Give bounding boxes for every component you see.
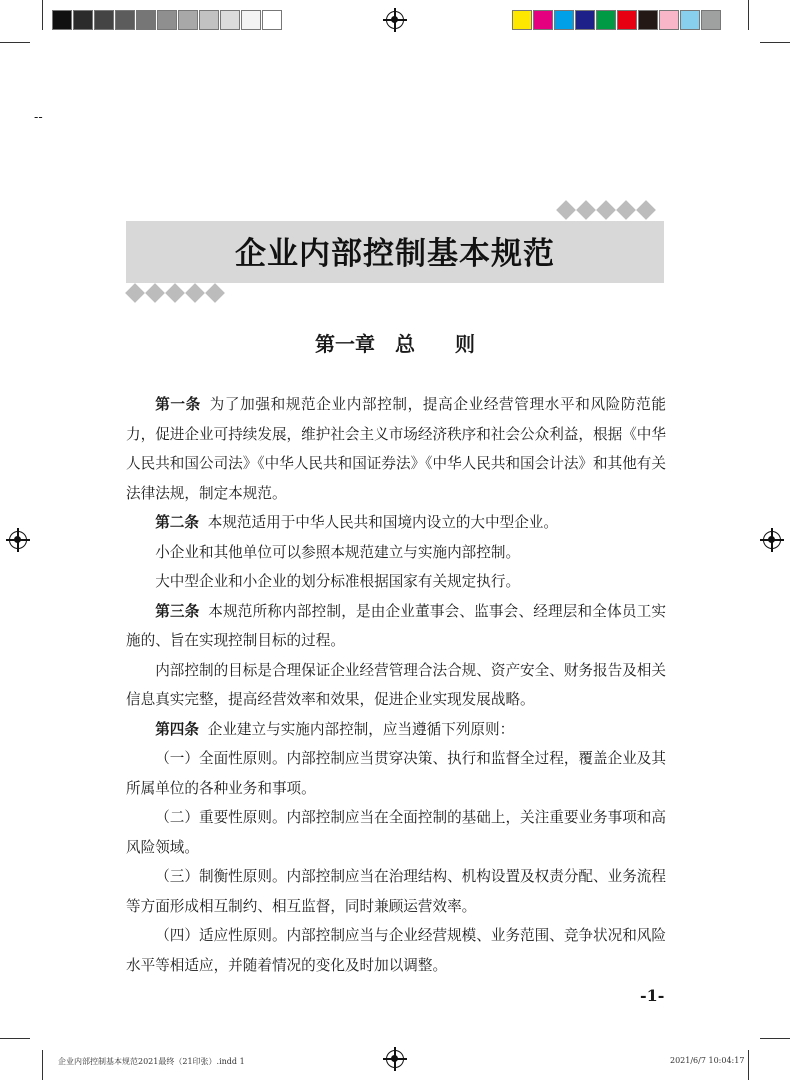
chevron-decoration-bottom-icon xyxy=(128,286,228,300)
article-label: 第二条 xyxy=(155,514,199,531)
gray-swatch xyxy=(220,10,240,30)
article-paragraph xyxy=(126,567,666,597)
print-slug-timestamp: 2021/6/7 10:04:17 xyxy=(670,1056,745,1065)
article-paragraph xyxy=(126,715,666,745)
article-label: 第一条 xyxy=(155,396,201,413)
crop-mark xyxy=(760,1038,790,1039)
gray-swatch xyxy=(178,10,198,30)
registration-mark-right-icon xyxy=(763,531,781,549)
cmyk-color-bar xyxy=(512,10,722,30)
article-list xyxy=(126,390,666,980)
article-label: 第四条 xyxy=(155,720,199,738)
article-paragraph xyxy=(126,390,666,508)
color-swatch xyxy=(680,10,700,30)
article-paragraph xyxy=(126,538,666,568)
article-text: 本规范适用于中华人民共和国境内设立的大中型企业。 xyxy=(207,514,558,531)
color-swatch xyxy=(533,10,553,30)
page-corner-marker: -- xyxy=(34,110,43,124)
article-text: 内部控制的目标是合理保证企业经营管理合法合规、资产安全、财务报告及相关信息真实完整，提高经营效率和效果，促进企业实现发展战略。 xyxy=(126,661,666,708)
color-swatch xyxy=(701,10,721,30)
article-text: （四）适应性原则。内部控制应当与企业经营规模、业务范围、竞争状况和风险水平等相适应，并随着情况的变化及时加以调整。 xyxy=(126,927,666,974)
gray-swatch xyxy=(157,10,177,30)
article-text: 为了加强和规范企业内部控制，提高企业经营管理水平和风险防范能力，促进企业可持续发展，维护社会主义市场经济秩序和社会公众利益，根据《中华人民共和国公司法》《中华人民共和国证券法》《中华人民共和国会计法》和其他有关法律法规，制定本规范。 xyxy=(126,396,666,502)
article-paragraph xyxy=(126,862,666,921)
color-swatch xyxy=(638,10,658,30)
gray-swatch xyxy=(52,10,72,30)
color-swatch xyxy=(512,10,532,30)
registration-mark-bottom-icon xyxy=(386,1050,404,1068)
article-paragraph xyxy=(126,744,666,803)
color-swatch xyxy=(659,10,679,30)
gray-swatch xyxy=(136,10,156,30)
crop-mark xyxy=(42,0,43,30)
page-number: -1- xyxy=(640,986,665,1005)
document-title: 企业内部控制基本规范 xyxy=(235,236,555,272)
chevron-decoration-top-icon xyxy=(559,203,659,217)
color-swatch xyxy=(575,10,595,30)
crop-mark xyxy=(42,1050,43,1080)
color-swatch xyxy=(596,10,616,30)
article-text: （一）全面性原则。内部控制应当贯穿决策、执行和监督全过程，覆盖企业及其所属单位的各种业务和事项。 xyxy=(126,750,666,797)
crop-mark xyxy=(748,1050,749,1080)
article-text: （二）重要性原则。内部控制应当在全面控制的基础上，关注重要业务事项和高风险领域。 xyxy=(126,809,666,856)
article-paragraph xyxy=(126,508,666,538)
article-text: 小企业和其他单位可以参照本规范建立与实施内部控制。 xyxy=(155,543,521,561)
article-text: 大中型企业和小企业的划分标准根据国家有关规定执行。 xyxy=(155,573,521,590)
gray-swatch xyxy=(199,10,219,30)
print-slug-filename: 企业内部控制基本规范2021最终（21印张）.indd 1 xyxy=(58,1057,245,1066)
registration-mark-top-icon xyxy=(386,11,404,29)
article-label: 第三条 xyxy=(155,602,200,620)
article-text: 企业建立与实施内部控制，应当遵循下列原则： xyxy=(207,720,515,738)
article-text: （三）制衡性原则。内部控制应当在治理结构、机构设置及权责分配、业务流程等方面形成相互制约、相互监督，同时兼顾运营效率。 xyxy=(126,868,666,915)
crop-mark xyxy=(760,42,790,43)
gray-swatch xyxy=(262,10,282,30)
chapter-heading: 第一章 总 则 xyxy=(315,332,475,356)
gray-swatch xyxy=(94,10,114,30)
gray-swatch xyxy=(241,10,261,30)
article-paragraph xyxy=(126,597,666,656)
color-swatch xyxy=(617,10,637,30)
gray-swatch xyxy=(73,10,93,30)
article-text: 本规范所称内部控制，是由企业董事会、监事会、经理层和全体员工实施的、旨在实现控制目标的过程。 xyxy=(126,602,666,649)
article-paragraph xyxy=(126,803,666,862)
crop-mark xyxy=(0,42,30,43)
article-paragraph xyxy=(126,921,666,980)
crop-mark xyxy=(0,1038,30,1039)
article-paragraph xyxy=(126,656,666,715)
registration-mark-left-icon xyxy=(9,531,27,549)
gray-swatch xyxy=(115,10,135,30)
gray-color-bar xyxy=(52,10,283,30)
color-swatch xyxy=(554,10,574,30)
crop-mark xyxy=(748,0,749,30)
